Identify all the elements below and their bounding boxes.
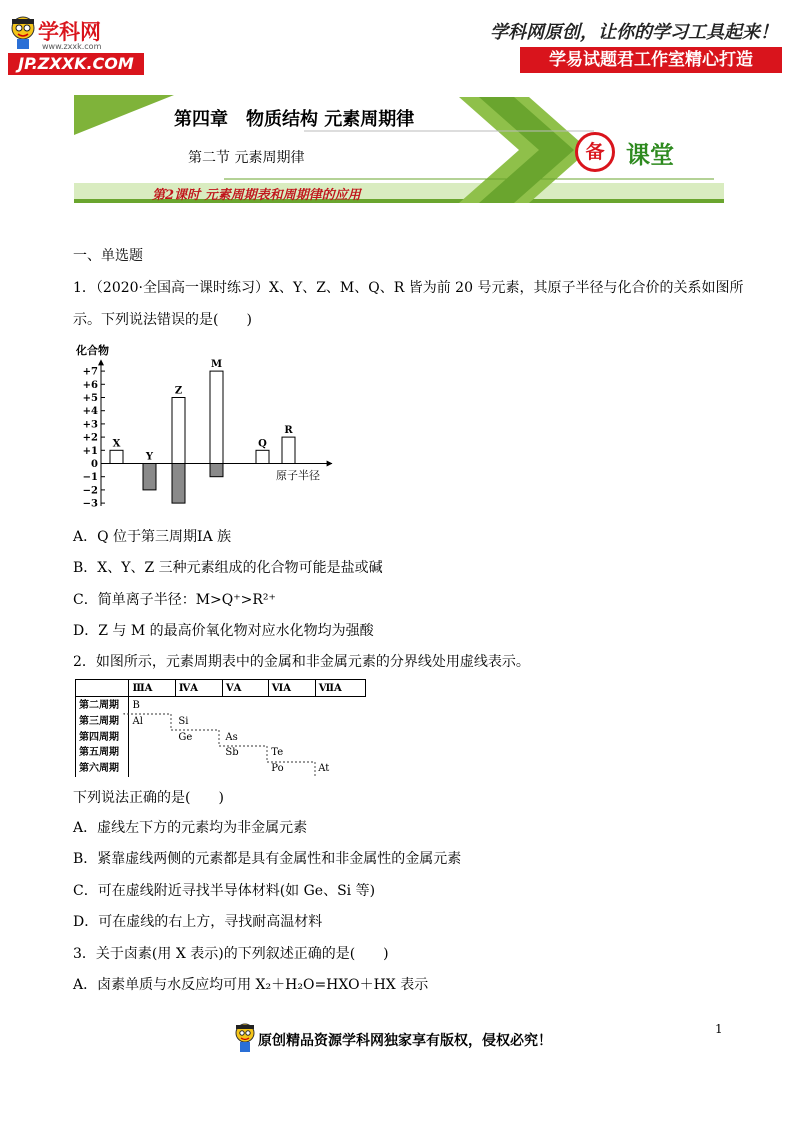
period-label: 第三周期: [76, 713, 129, 729]
logo-domain: JP.ZXXK.COM: [8, 53, 144, 75]
element-cell: [315, 729, 365, 745]
lesson-title: 第2课时 元素周期表和周期律的应用: [152, 188, 361, 203]
footer: [233, 1022, 563, 1054]
element-cell: At: [318, 763, 330, 775]
y-tick-label: 0: [91, 459, 98, 470]
table-header-cell: [76, 680, 129, 697]
bar-label: M: [210, 359, 223, 371]
y-tick-label: +7: [82, 366, 98, 378]
element-cell: [129, 745, 175, 761]
element-cell: B: [132, 699, 140, 711]
bar-label: X: [112, 438, 121, 450]
logo-name: 学科网: [38, 20, 101, 44]
element-cell: Po: [271, 763, 284, 775]
y-tick-label: +2: [82, 432, 98, 444]
bar-label: Z: [174, 385, 183, 397]
element-cell: Te: [271, 747, 284, 759]
bar-positive-x: [110, 450, 123, 463]
q1-option-b[interactable]: B．X、Y、Z 三种元素组成的化合物可能是盐或碱: [73, 560, 383, 576]
element-cell: [222, 713, 268, 729]
table-row: [76, 729, 366, 745]
mascot-small-icon: [233, 1022, 257, 1054]
y-tick-label: −1: [82, 472, 98, 484]
q1-option-c[interactable]: C．简单离子半径：M>Q⁺>R²⁺: [73, 592, 276, 608]
q2-option-b[interactable]: B．紧靠虚线两侧的元素都是具有金属性和非金属性的金属元素: [73, 851, 462, 867]
page-number: 1: [715, 1022, 723, 1036]
period-label: 第五周期: [76, 745, 129, 761]
element-cell: [175, 745, 222, 761]
element-cell: Al: [132, 715, 143, 727]
element-cell: [222, 697, 268, 714]
bar-negative-y: [143, 464, 156, 490]
period-label: 第六周期: [76, 761, 129, 777]
y-tick-label: −3: [82, 498, 98, 510]
period-label: 第四周期: [76, 729, 129, 745]
studio-banner: 学易试题君工作室精心打造: [520, 47, 782, 73]
element-cell: Ge: [178, 731, 193, 743]
q3-stem: 3．关于卤素(用 X 表示)的下列叙述正确的是( ): [73, 946, 389, 962]
bar-label: Y: [145, 451, 154, 463]
q2-option-d[interactable]: D．可在虚线的右上方，寻找耐高温材料: [73, 914, 323, 930]
y-tick-label: +5: [82, 393, 98, 404]
site-logo[interactable]: [8, 10, 148, 76]
slogan: 学科网原创，让你的学习工具起来！: [490, 22, 778, 43]
element-cell: [129, 729, 175, 745]
section-title: 第二节 元素周期律: [188, 150, 305, 166]
section-heading: 一、单选题: [73, 248, 143, 264]
periodic-table-grid: [75, 679, 366, 777]
chapter-title: 第四章 物质结构 元素周期律: [174, 109, 415, 130]
q1-option-a[interactable]: A．Q 位于第三周期ⅠA 族: [73, 529, 232, 545]
copyright: 原创精品资源学科网独家享有版权，侵权必究！: [258, 1033, 552, 1049]
badge-text: 课堂: [626, 141, 674, 169]
element-cell: [222, 761, 268, 777]
element-cell: [315, 745, 365, 761]
table-header-cell: ⅣA: [175, 680, 222, 697]
q1-stem-line2: 示。下列说法错误的是( ): [73, 312, 252, 328]
chapter-banner: [74, 95, 724, 207]
bar-positive-z: [172, 398, 185, 464]
bar-label: R: [284, 425, 293, 437]
element-cell: [315, 697, 365, 714]
chart-xlabel: 原子半径: [276, 469, 320, 482]
y-tick-label: +6: [82, 379, 98, 391]
element-cell: [129, 761, 175, 777]
bar-positive-m: [210, 371, 223, 463]
table-row: [76, 697, 366, 714]
table-row: [76, 713, 366, 729]
q2-option-c[interactable]: C．可在虚线附近寻找半导体材料(如 Ge、Si 等): [73, 883, 376, 899]
logo-url: www.zxxk.com: [42, 42, 102, 51]
mascot-icon: [8, 14, 38, 50]
element-cell: Sb: [225, 747, 239, 759]
badge-circle: [575, 132, 615, 172]
table-header-row: [76, 680, 366, 697]
table-header-cell: ⅤA: [222, 680, 268, 697]
y-tick-label: +1: [82, 445, 98, 457]
bar-positive-q: [256, 450, 269, 463]
element-cell: [268, 697, 315, 714]
element-cell: [175, 761, 222, 777]
table-header-cell: ⅦA: [315, 680, 365, 697]
y-tick-label: −2: [82, 485, 98, 497]
table-header-cell: ⅢA: [129, 680, 175, 697]
bar-negative-z: [172, 464, 185, 504]
bar-label: Q: [258, 438, 267, 450]
q1-stem-line1: 1．（2020·全国高一课时练习）X、Y、Z、M、Q、R 皆为前 20 号元素，其原子半径与化合价的关系如图所: [73, 280, 744, 296]
q1-chart: [70, 338, 340, 518]
element-cell: Si: [178, 715, 189, 727]
y-tick-label: +4: [82, 406, 98, 418]
period-label: 第二周期: [76, 697, 129, 714]
element-cell: [268, 729, 315, 745]
table-row: [76, 761, 366, 777]
element-cell: [315, 713, 365, 729]
q2-prompt: 下列说法正确的是( ): [73, 790, 224, 806]
table-row: [76, 745, 366, 761]
table-header-cell: ⅥA: [268, 680, 315, 697]
element-cell: As: [225, 731, 238, 743]
q2-option-a[interactable]: A．虚线左下方的元素均为非金属元素: [73, 820, 308, 836]
element-cell: [268, 713, 315, 729]
element-cell: [175, 697, 222, 714]
q2-stem: 2．如图所示，元素周期表中的金属和非金属元素的分界线处用虚线表示。: [73, 654, 530, 670]
periodic-table: [75, 679, 366, 777]
q3-option-a[interactable]: A．卤素单质与水反应均可用 X₂＋H₂O=HXO＋HX 表示: [73, 977, 429, 993]
bar-positive-r: [282, 437, 295, 463]
q1-option-d[interactable]: D．Z 与 M 的最高价氧化物对应水化物均为强酸: [73, 623, 374, 639]
chart-ylabel: 化合物: [76, 344, 109, 357]
badge-char: 备: [585, 141, 605, 163]
y-tick-label: +3: [82, 419, 98, 431]
bar-negative-m: [210, 464, 223, 477]
